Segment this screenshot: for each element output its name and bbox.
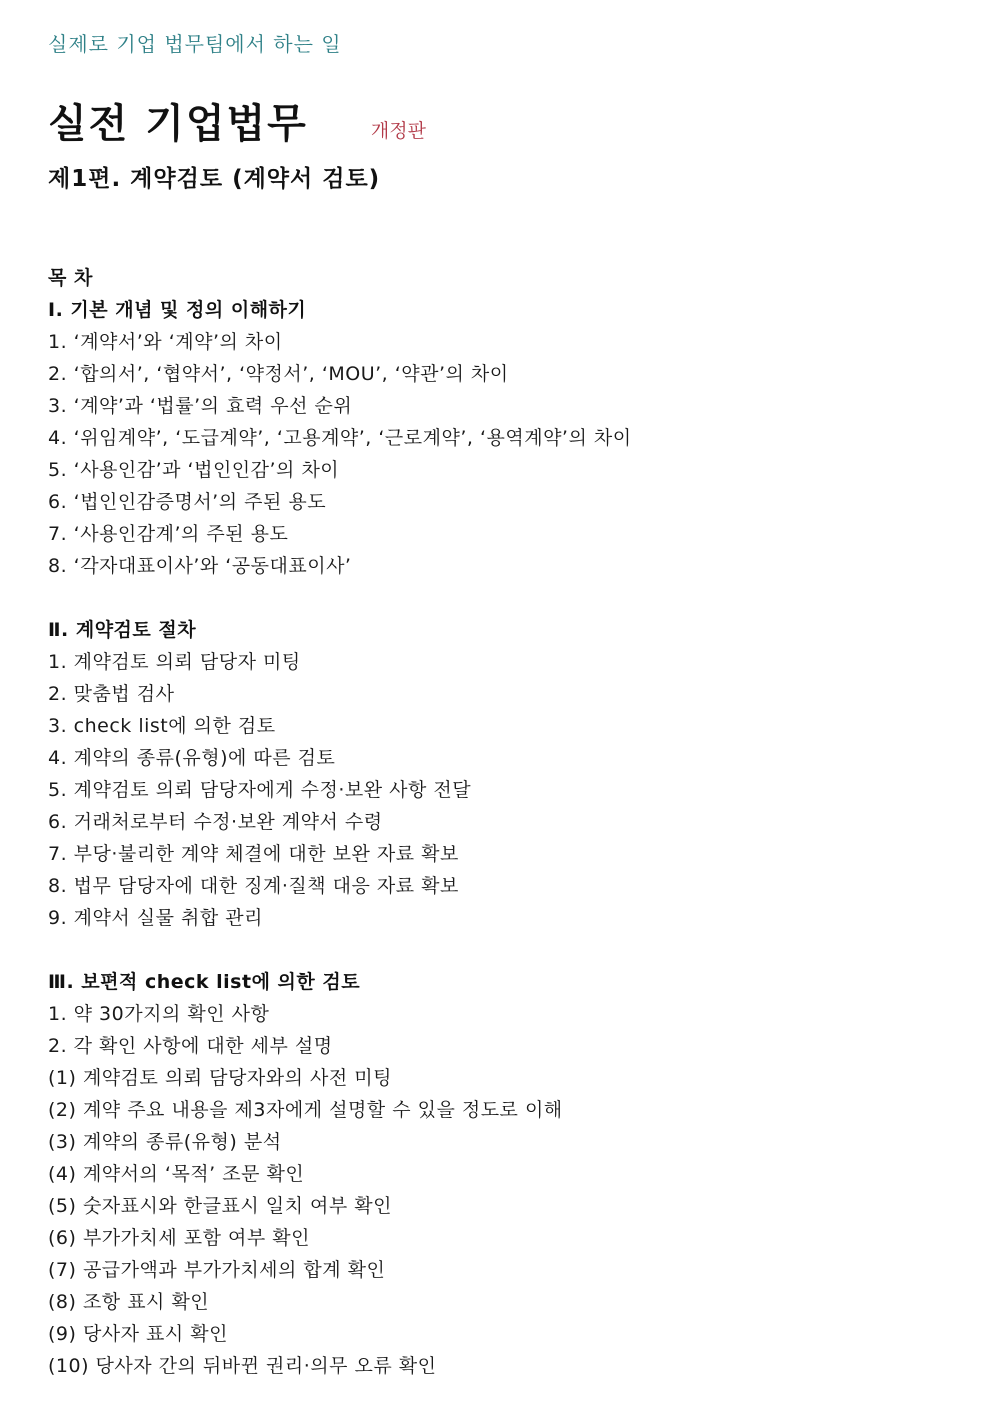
toc-item: 4. 계약의 종류(유형)에 따른 검토 [48, 747, 336, 769]
toc-item: 6. ‘법인인감증명서’의 주된 용도 [48, 491, 327, 513]
toc-item: (4) 계약서의 ‘목적’ 조문 확인 [48, 1163, 305, 1185]
toc-item: 3. check list에 의한 검토 [48, 715, 276, 737]
toc-item: 1. ‘계약서’와 ‘계약’의 차이 [48, 331, 283, 353]
toc-item: 1. 계약검토 의뢰 담당자 미팅 [48, 651, 301, 673]
toc-item: 8. 법무 담당자에 대한 징계·질책 대응 자료 확보 [48, 875, 459, 897]
toc-item: (9) 당사자 표시 확인 [48, 1323, 229, 1345]
toc-item: (8) 조항 표시 확인 [48, 1291, 210, 1313]
book-kicker: 실제로 기업 법무팀에서 하는 일 [48, 32, 342, 56]
toc-heading: 목 차 [48, 267, 93, 289]
toc-item: 2. 맞춤법 검사 [48, 683, 175, 705]
toc-item: (5) 숫자표시와 한글표시 일치 여부 확인 [48, 1195, 392, 1217]
toc-item: (3) 계약의 종류(유형) 분석 [48, 1131, 282, 1153]
toc-item: 5. ‘사용인감’과 ‘법인인감’의 차이 [48, 459, 340, 481]
section-spacer [48, 582, 632, 614]
toc-item: 7. 부당·불리한 계약 체결에 대한 보완 자료 확보 [48, 843, 459, 865]
toc-item: 4. ‘위임계약’, ‘도급계약’, ‘고용계약’, ‘근로계약’, ‘용역계약’의 차이 [48, 427, 632, 449]
toc-item: 2. ‘합의서’, ‘협약서’, ‘약정서’, ‘MOU’, ‘약관’의 차이 [48, 363, 509, 385]
toc-item: (10) 당사자 간의 뒤바뀐 권리·의무 오류 확인 [48, 1355, 437, 1377]
book-title: 실전 기업법무 [48, 101, 308, 147]
toc-item: 9. 계약서 실물 취합 관리 [48, 907, 263, 929]
toc-item: 6. 거래처로부터 수정·보완 계약서 수령 [48, 811, 383, 833]
toc-item: (6) 부가가치세 포함 여부 확인 [48, 1227, 310, 1249]
toc-item: 8. ‘각자대표이사’와 ‘공동대표이사’ [48, 555, 352, 577]
toc-item: 2. 각 확인 사항에 대한 세부 설명 [48, 1035, 333, 1057]
toc-item: 7. ‘사용인감계’의 주된 용도 [48, 523, 289, 545]
toc-item: (2) 계약 주요 내용을 제3자에게 설명할 수 있을 정도로 이해 [48, 1099, 563, 1121]
toc-item: (1) 계약검토 의뢰 담당자와의 사전 미팅 [48, 1067, 392, 1089]
toc-item: 5. 계약검토 의뢰 담당자에게 수정·보완 사항 전달 [48, 779, 472, 801]
section-spacer [48, 934, 632, 966]
edition-label: 개정판 [370, 120, 426, 142]
toc-item: (7) 공급가액과 부가가치세의 합계 확인 [48, 1259, 386, 1281]
toc-item: 1. 약 30가지의 확인 사항 [48, 1003, 270, 1025]
toc-item: 3. ‘계약’과 ‘법률’의 효력 우선 순위 [48, 395, 353, 417]
table-of-contents [48, 262, 632, 1382]
part-title: 제1편. 계약검토 (계약서 검토) [48, 166, 381, 192]
title-row [48, 92, 426, 149]
section-title: Ⅱ. 계약검토 절차 [48, 619, 197, 641]
section-title: Ⅲ. 보편적 check list에 의한 검토 [48, 971, 361, 993]
section-title: Ⅰ. 기본 개념 및 정의 이해하기 [48, 299, 307, 321]
